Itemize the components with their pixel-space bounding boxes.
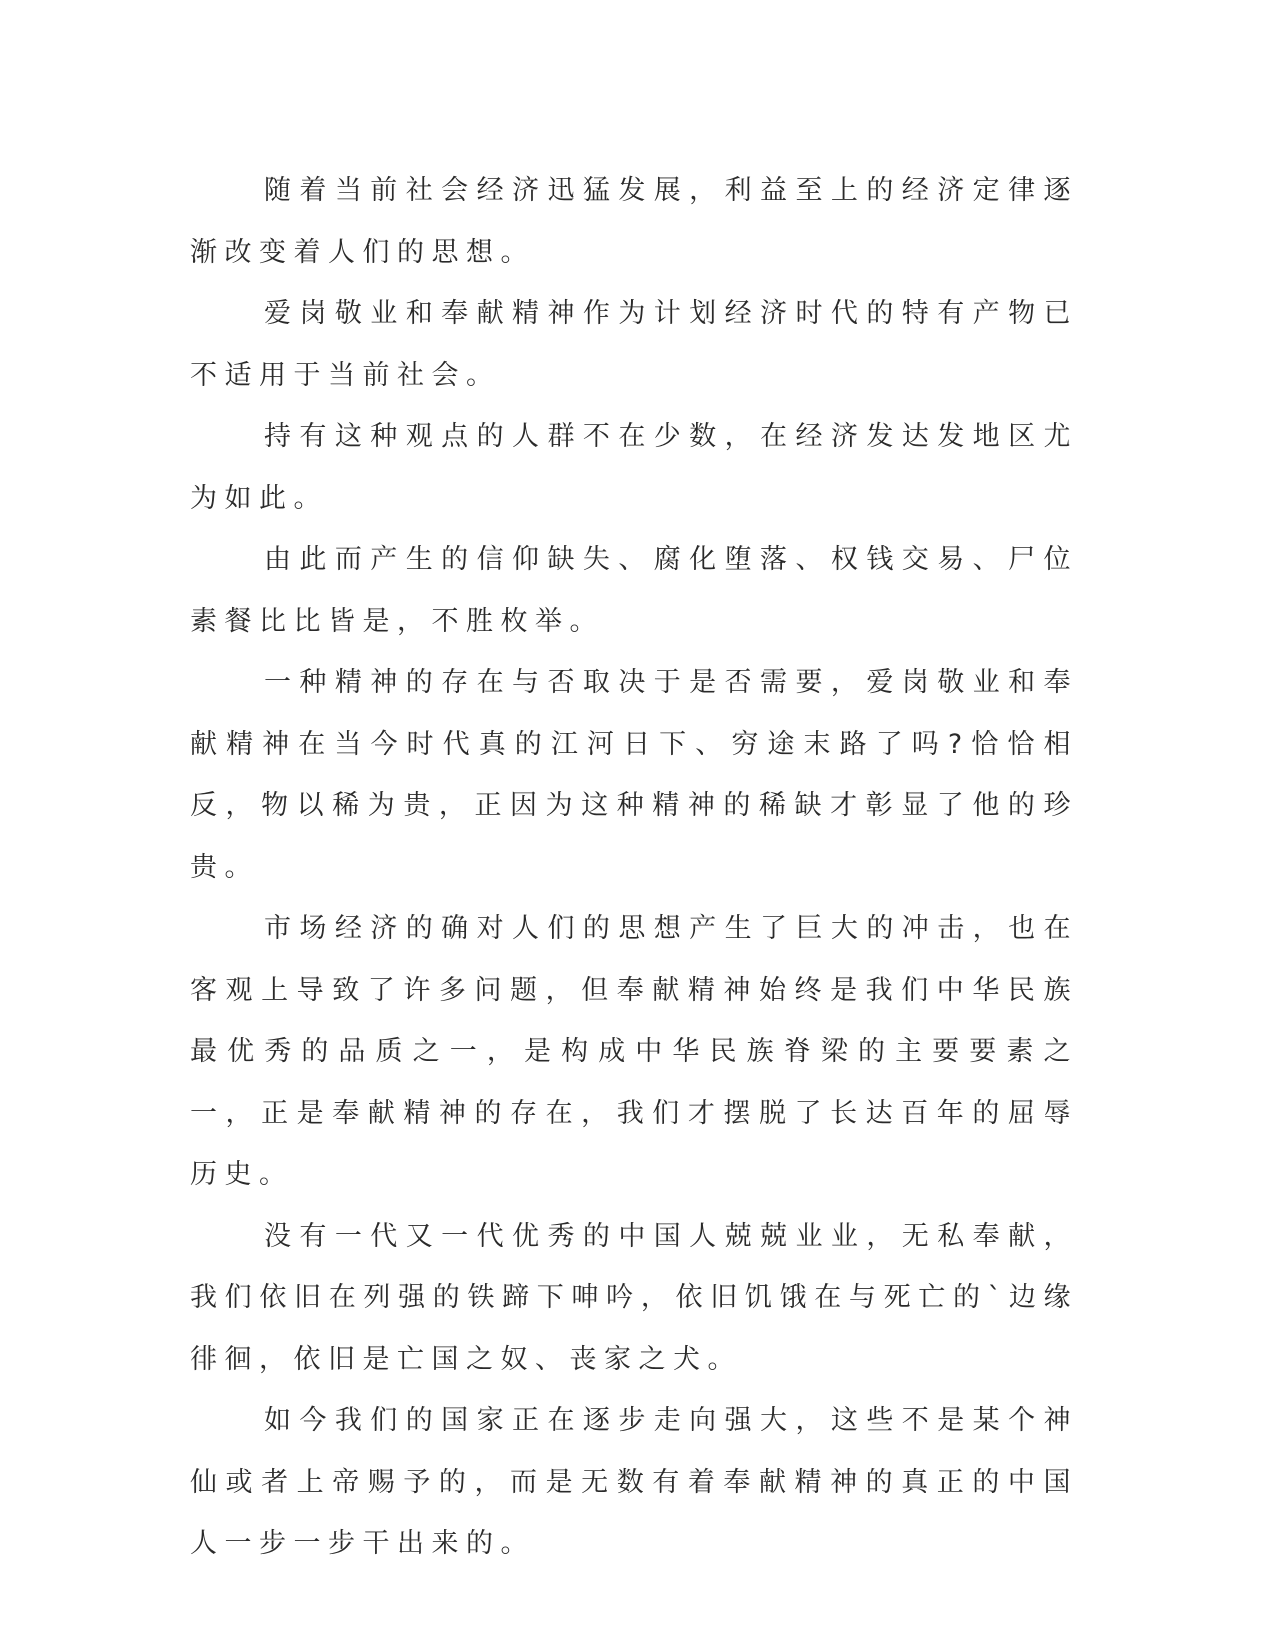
paragraph: 没有一代又一代优秀的中国人兢兢业业，无私奉献，我们依旧在列强的铁蹄下呻吟，依旧饥饿在与死亡的`边缘徘徊，依旧是亡国之奴、丧家之犬。 <box>190 1220 1078 1375</box>
paragraph: 持有这种观点的人群不在少数，在经济发达发地区尤为如此。 <box>190 421 1078 514</box>
paragraph: 市场经济的确对人们的思想产生了巨大的冲击，也在客观上导致了许多问题，但奉献精神始终是我们中华民族最优秀的品质之一，是构成中华民族脊梁的主要要素之一，正是奉献精神的存在，我们才摆脱了长达百年的屈辱历史。 <box>190 913 1078 1190</box>
paragraph: 爱岗敬业和奉献精神作为计划经济时代的特有产物已不适用于当前社会。 <box>190 298 1078 391</box>
paragraph: 由此而产生的信仰缺失、腐化堕落、权钱交易、尸位素餐比比皆是，不胜枚举。 <box>190 544 1078 637</box>
paragraph: 如今我们的国家正在逐步走向强大，这些不是某个神仙或者上帝赐予的，而是无数有着奉献精神的真正的中国人一步一步干出来的。 <box>190 1405 1078 1559</box>
paragraph: 一种精神的存在与否取决于是否需要，爱岗敬业和奉献精神在当今时代真的江河日下、穷途末路了吗?恰恰相反，物以稀为贵，正因为这种精神的稀缺才彰显了他的珍贵。 <box>190 667 1078 883</box>
paragraph: 随着当前社会经济迅猛发展，利益至上的经济定律逐渐改变着人们的思想。 <box>190 175 1078 268</box>
document-body <box>190 160 1078 1575</box>
